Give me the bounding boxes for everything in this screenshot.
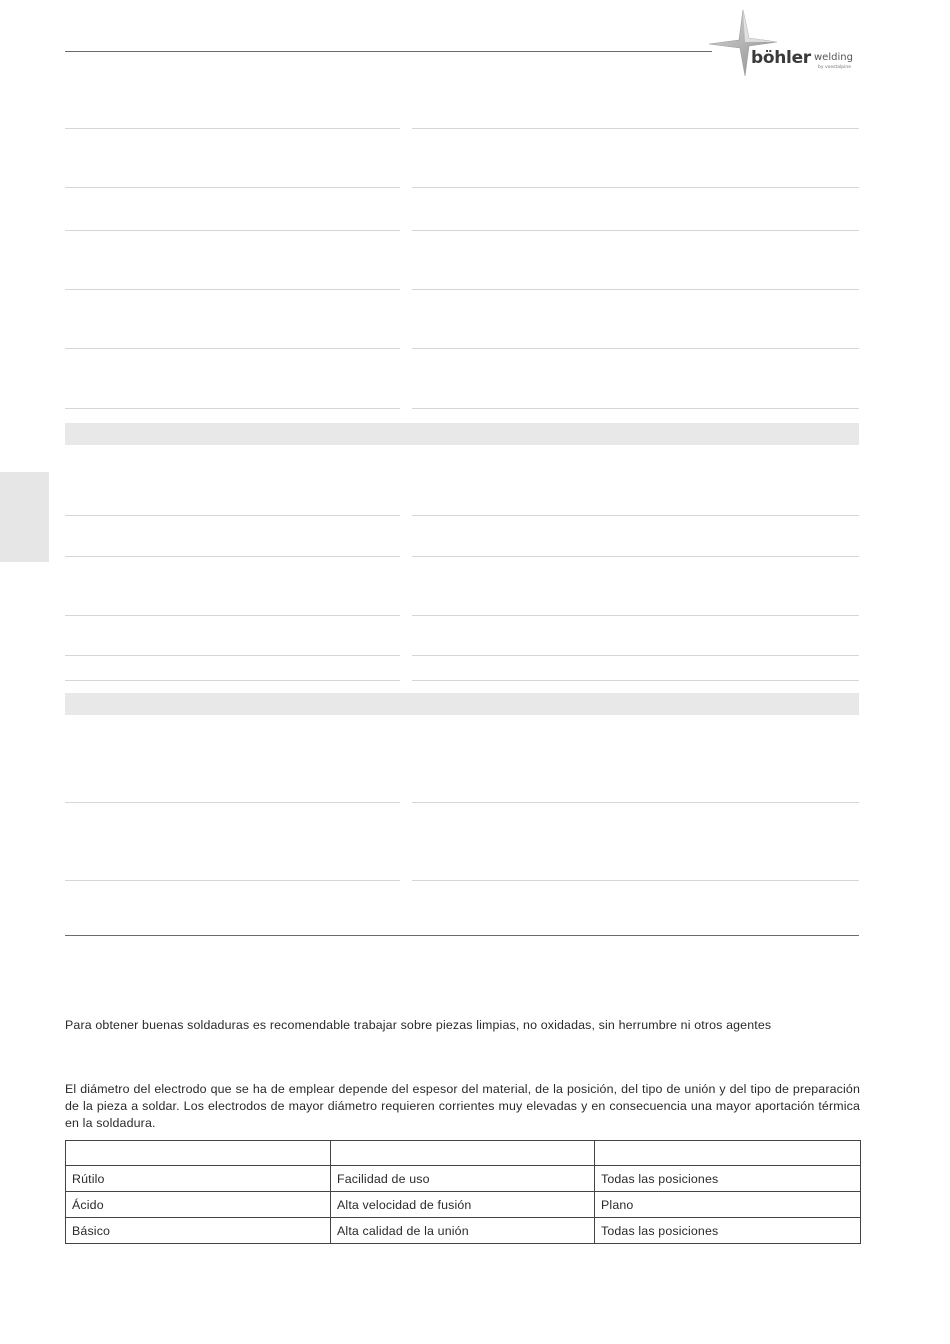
- section-end-rule: [65, 935, 859, 936]
- rule-right: [412, 348, 859, 349]
- electrode-table: [65, 1140, 861, 1244]
- star-icon: [705, 8, 785, 80]
- rule-left: [65, 515, 400, 516]
- table-cell: Alta velocidad de fusión: [331, 1192, 595, 1218]
- logo-product: welding: [814, 52, 853, 63]
- table-cell: Facilidad de uso: [331, 1166, 595, 1192]
- logo-brand: böhler: [751, 48, 811, 68]
- table-cell: Todas las posiciones: [595, 1218, 861, 1244]
- rule-right: [412, 128, 859, 129]
- rule-left: [65, 348, 400, 349]
- rule-right: [412, 680, 859, 681]
- cleaning-paragraph: Para obtener buenas soldaduras es recomendable trabajar sobre piezas limpias, no oxidadas, sin herrumbre ni otros agentes: [65, 1018, 772, 1032]
- table-cell: Rútilo: [66, 1166, 331, 1192]
- table-cell: Alta calidad de la unión: [331, 1218, 595, 1244]
- rule-right: [412, 802, 859, 803]
- rule-right: [412, 408, 859, 409]
- rule-right: [412, 880, 859, 881]
- table-row: [66, 1192, 861, 1218]
- rule-left: [65, 680, 400, 681]
- side-tab: [0, 472, 49, 562]
- logo-tagline: by voestalpine: [818, 65, 851, 70]
- section-band: [65, 423, 859, 445]
- rule-left: [65, 289, 400, 290]
- diameter-paragraph: El diámetro del electrodo que se ha de emplear depende del espesor del material, de la posición, del tipo de unión y del tipo de preparación de la pieza a soldar. Los electrodos de mayor diámetro requieren corrientes muy elevadas y en consecuencia una mayor aportación térmica en la soldadura.: [65, 1082, 860, 1130]
- section-band: [65, 693, 859, 715]
- rule-left: [65, 187, 400, 188]
- table-row: [66, 1166, 861, 1192]
- table-header-cell: [66, 1141, 331, 1166]
- table-header-cell: [595, 1141, 861, 1166]
- rule-left: [65, 655, 400, 656]
- table-row: [66, 1218, 861, 1244]
- bohler-welding-logo: [705, 8, 865, 80]
- rule-right: [412, 615, 859, 616]
- rule-right: [412, 655, 859, 656]
- table-cell: Ácido: [66, 1192, 331, 1218]
- table-header-cell: [331, 1141, 595, 1166]
- rule-left: [65, 230, 400, 231]
- rule-right: [412, 289, 859, 290]
- rule-right: [412, 556, 859, 557]
- header-rule: [65, 51, 712, 52]
- rule-left: [65, 615, 400, 616]
- table-cell: Todas las posiciones: [595, 1166, 861, 1192]
- rule-right: [412, 515, 859, 516]
- rule-right: [412, 187, 859, 188]
- table-cell: Plano: [595, 1192, 861, 1218]
- rule-right: [412, 230, 859, 231]
- table-header-row: [66, 1141, 861, 1166]
- rule-left: [65, 128, 400, 129]
- rule-left: [65, 556, 400, 557]
- rule-left: [65, 408, 400, 409]
- rule-left: [65, 802, 400, 803]
- table-cell: Básico: [66, 1218, 331, 1244]
- rule-left: [65, 880, 400, 881]
